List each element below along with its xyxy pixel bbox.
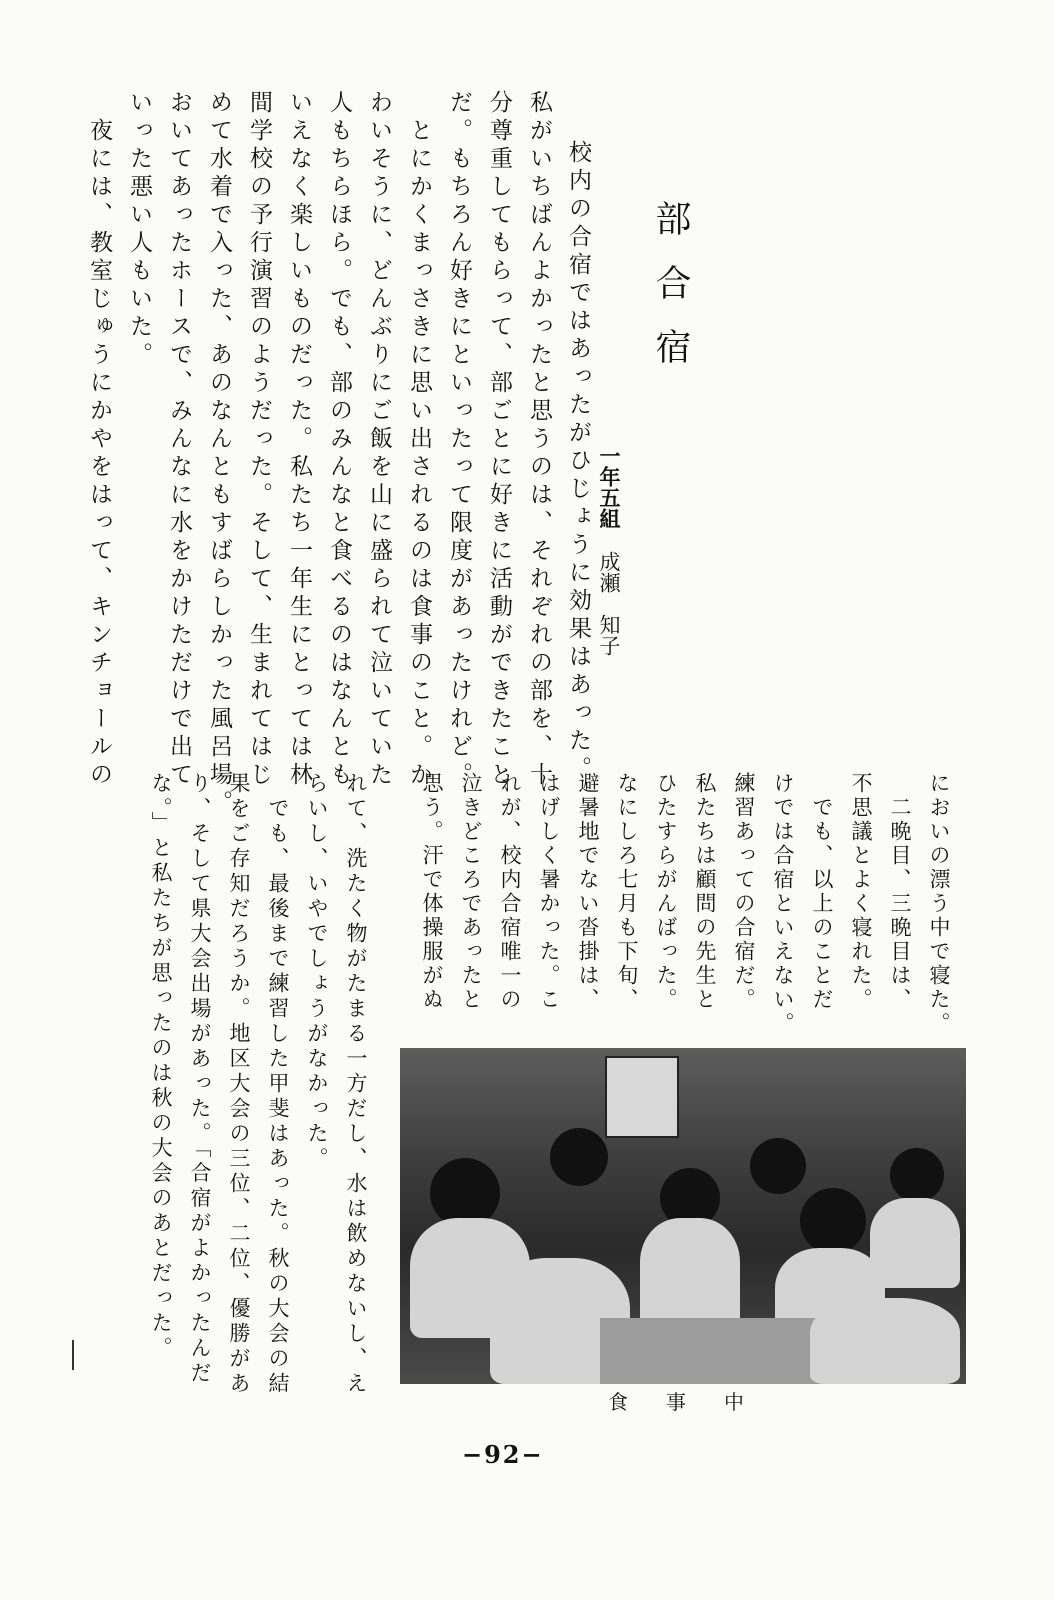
upper-column: いった悪い人もいた。 [126,90,152,370]
page-number: −92− [462,1440,544,1469]
dining-photo [400,1048,966,1384]
lower-column: れが、校内合宿唯一の [498,772,522,1012]
lower-column: 果をご存知だろうか。地区大会の三位、二位、優勝があ [227,772,251,1397]
byline-author: 成瀬 知子 [597,551,621,656]
upper-column: 私がいちばんよかったと思うのは、それぞれの部を、十 [526,90,552,790]
lower-column: でも、以上のことだ [810,772,834,1012]
photo-figure [640,1218,740,1328]
upper-column: おいてあったホースで、みんなに水をかけただけで出て [166,90,192,790]
upper-column: 分尊重してもらって、部ごとに好きに活動ができたこと [486,90,512,790]
lower-column: でも、最後まで練習した甲斐はあった。秋の大会の結 [266,772,290,1397]
lower-column: 不思議とよく寝れた。 [849,772,873,1012]
photo-figure [800,1188,866,1254]
lower-column: においの漂う中で寝た。 [927,772,951,1036]
photo-figure [890,1148,944,1202]
photo-figure [870,1198,960,1288]
photo-figure [550,1128,608,1186]
lower-column: 泣きどころであったと [459,772,483,1012]
photo-window [605,1056,679,1138]
photo-figure [810,1298,960,1384]
byline-class: 一年五組 [597,445,622,529]
lower-column: ひたすらがんばった。 [654,772,678,1012]
lower-column: 二晩目、三晩目は、 [888,772,912,1012]
photo-figure [750,1138,806,1194]
lower-column: はげしく暑かった。こ [537,772,561,1012]
photo-caption: 食事中 [608,1390,782,1414]
lower-column: り、そして県大会出場があった。「合宿がよかったんだ [188,772,212,1387]
upper-column: 夜には、教室じゅうにかやをはって、キンチョールの [86,90,112,790]
lower-column: 避暑地でない沓掛は、 [576,772,600,1012]
upper-column: 校内の合宿ではあったがひじょうに効果はあった。 [565,112,591,784]
lower-column: れて、洗たく物がたまる一方だし、水は飲めないし、え [344,772,368,1397]
lower-column: 練習あっての合宿だ。 [732,772,756,1012]
lower-column: 私たちは顧問の先生と [693,772,717,1012]
byline [598,445,620,656]
upper-column: 人もちらほら。でも、部のみんなと食べるのはなんとも [326,90,352,790]
lower-column: なにしろ七月も下旬、 [615,772,639,1012]
upper-column: いえなく楽しいものだった。私たち一年生にとっては林 [286,90,312,790]
upper-column: 間学校の予行演習のようだった。そして、生まれてはじ [246,90,272,790]
lower-column: けでは合宿といえない。 [771,772,795,1036]
upper-column: だ。もちろん好きにといったって限度があったけれど。 [446,90,472,790]
upper-column: めて水着で入った、あのなんともすばらしかった風呂場。 [206,90,232,818]
lower-column: 思う。汗で体操服がぬ [420,772,444,1012]
upper-column: わいそうに、どんぶりにご飯を山に盛られて泣いていた [366,90,392,790]
lower-column: らいし、いやでしょうがなかった。 [305,772,329,1172]
lower-column: な。」と私たちが思ったのは秋の大会のあとだった。 [149,772,173,1362]
upper-column: とにかくまっさきに思い出されるのは食事のこと。か [406,90,432,790]
article-title: 部合宿 [650,200,691,392]
scan-edge-mark [72,1340,74,1370]
